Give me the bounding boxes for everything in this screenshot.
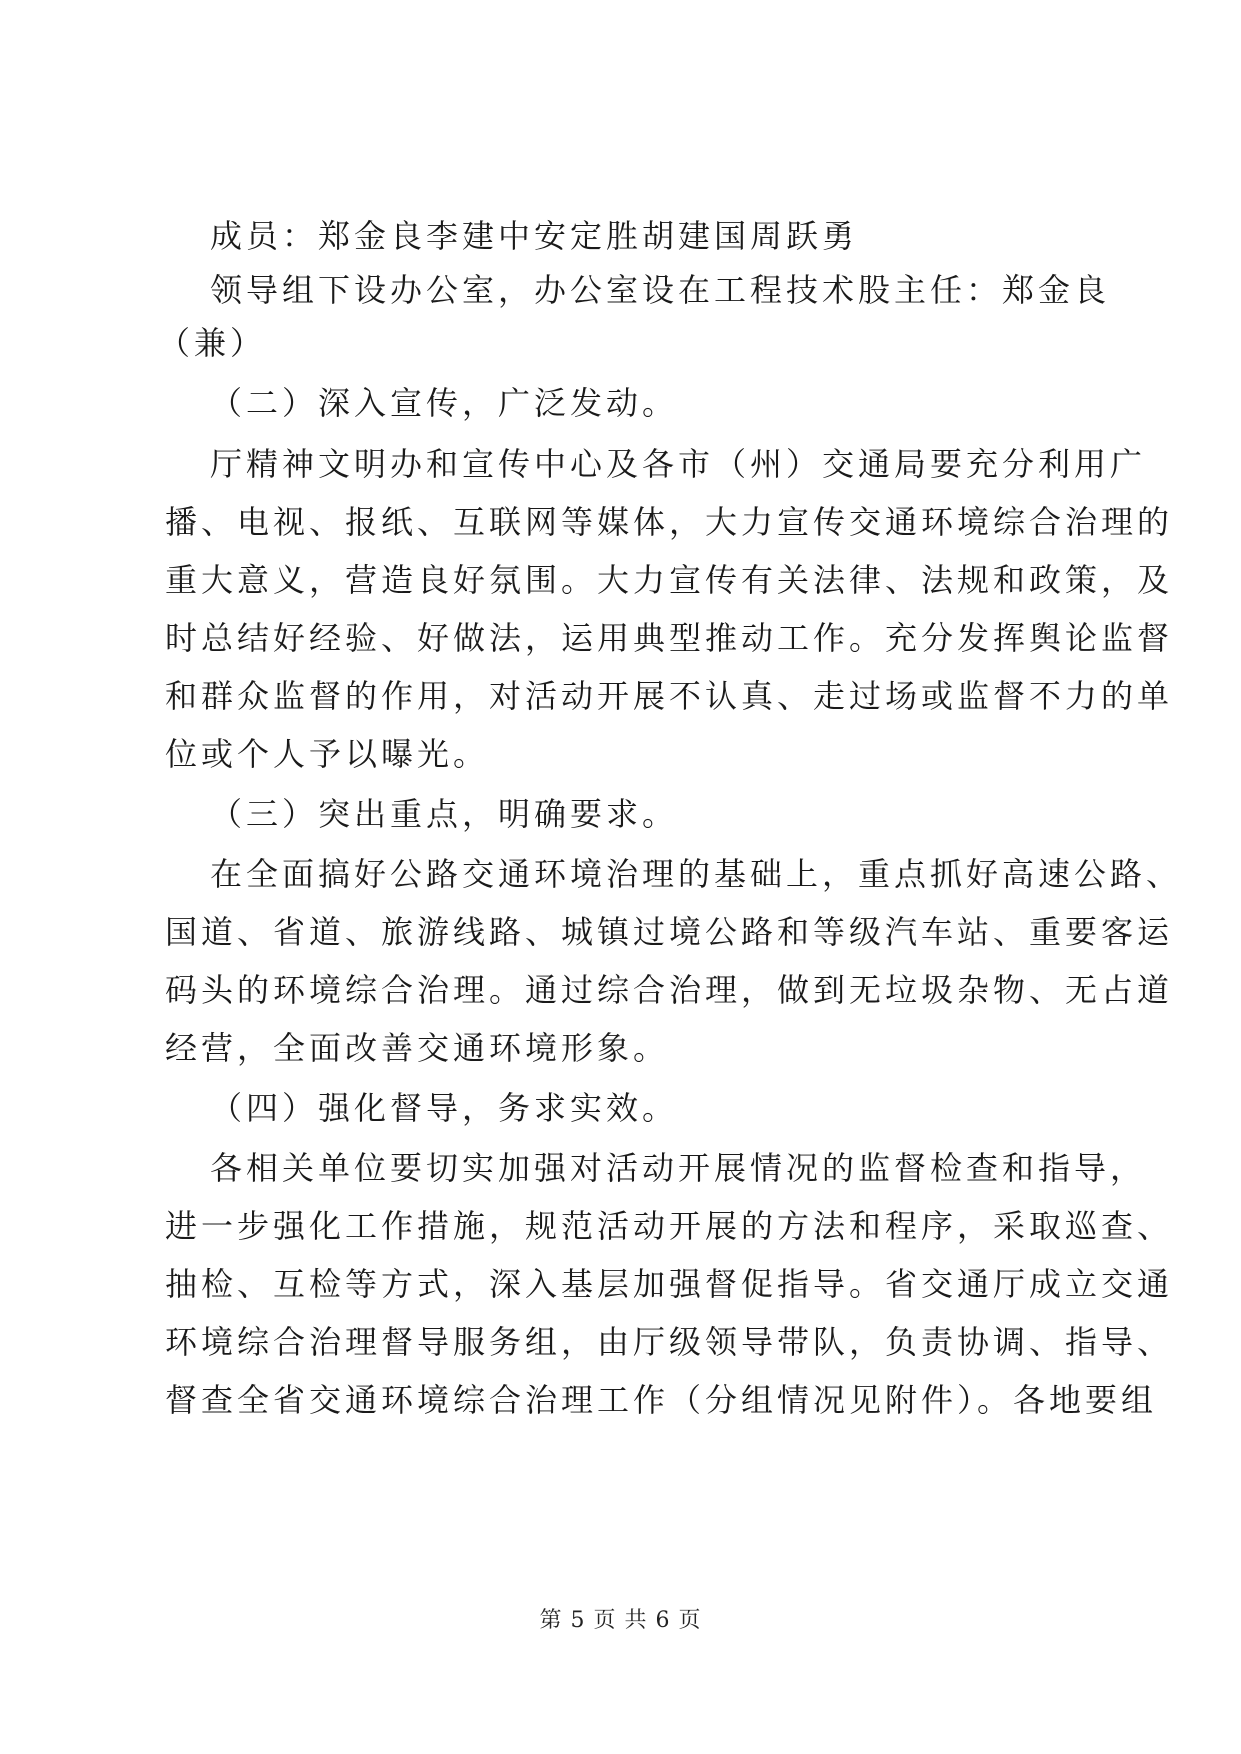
text-line-18: 进一步强化工作措施，规范活动开展的方法和程序，采取巡查、 (165, 1207, 1174, 1245)
text-line-10: 位或个人予以曝光。 (165, 735, 490, 773)
text-line-2: 领导组下设办公室，办公室设在工程技术股主任：郑金良 (210, 271, 1111, 309)
text-line-7: 重大意义，营造良好氛围。大力宣传有关法律、法规和政策，及 (165, 561, 1174, 599)
text-line-17: 各相关单位要切实加强对活动开展情况的监督检查和指导， (210, 1149, 1147, 1187)
text-line-5: 厅精神文明办和宣传中心及各市（州）交通局要充分利用广 (210, 445, 1147, 483)
text-line-20: 环境综合治理督导服务组，由厅级领导带队，负责协调、指导、 (165, 1323, 1174, 1361)
text-line-13: 国道、省道、旅游线路、城镇过境公路和等级汽车站、重要客运 (165, 913, 1174, 951)
section-heading-3: （三）突出重点，明确要求。 (210, 795, 679, 833)
text-line-9: 和群众监督的作用，对活动开展不认真、走过场或监督不力的单 (165, 677, 1174, 715)
text-line-12: 在全面搞好公路交通环境治理的基础上，重点抓好高速公路、 (210, 855, 1183, 893)
section-heading-2: （二）深入宣传，广泛发动。 (210, 384, 679, 422)
text-line-1: 成员：郑金良李建中安定胜胡建国周跃勇 (210, 217, 859, 255)
text-line-19: 抽检、互检等方式，深入基层加强督促指导。省交通厅成立交通 (165, 1265, 1174, 1303)
text-line-15: 经营，全面改善交通环境形象。 (165, 1029, 670, 1067)
text-line-21: 督查全省交通环境综合治理工作（分组情况见附件）。各地要组 (165, 1381, 1158, 1419)
section-heading-4: （四）强化督导，务求实效。 (210, 1089, 679, 1127)
text-line-14: 码头的环境综合治理。通过综合治理，做到无垃圾杂物、无占道 (165, 971, 1174, 1009)
text-line-8: 时总结好经验、好做法，运用典型推动工作。充分发挥舆论监督 (165, 619, 1174, 657)
text-line-3: （兼） (158, 324, 267, 362)
page-footer: 第 5 页 共 6 页 (539, 1608, 702, 1633)
text-line-6: 播、电视、报纸、互联网等媒体，大力宣传交通环境综合治理的 (165, 503, 1174, 541)
